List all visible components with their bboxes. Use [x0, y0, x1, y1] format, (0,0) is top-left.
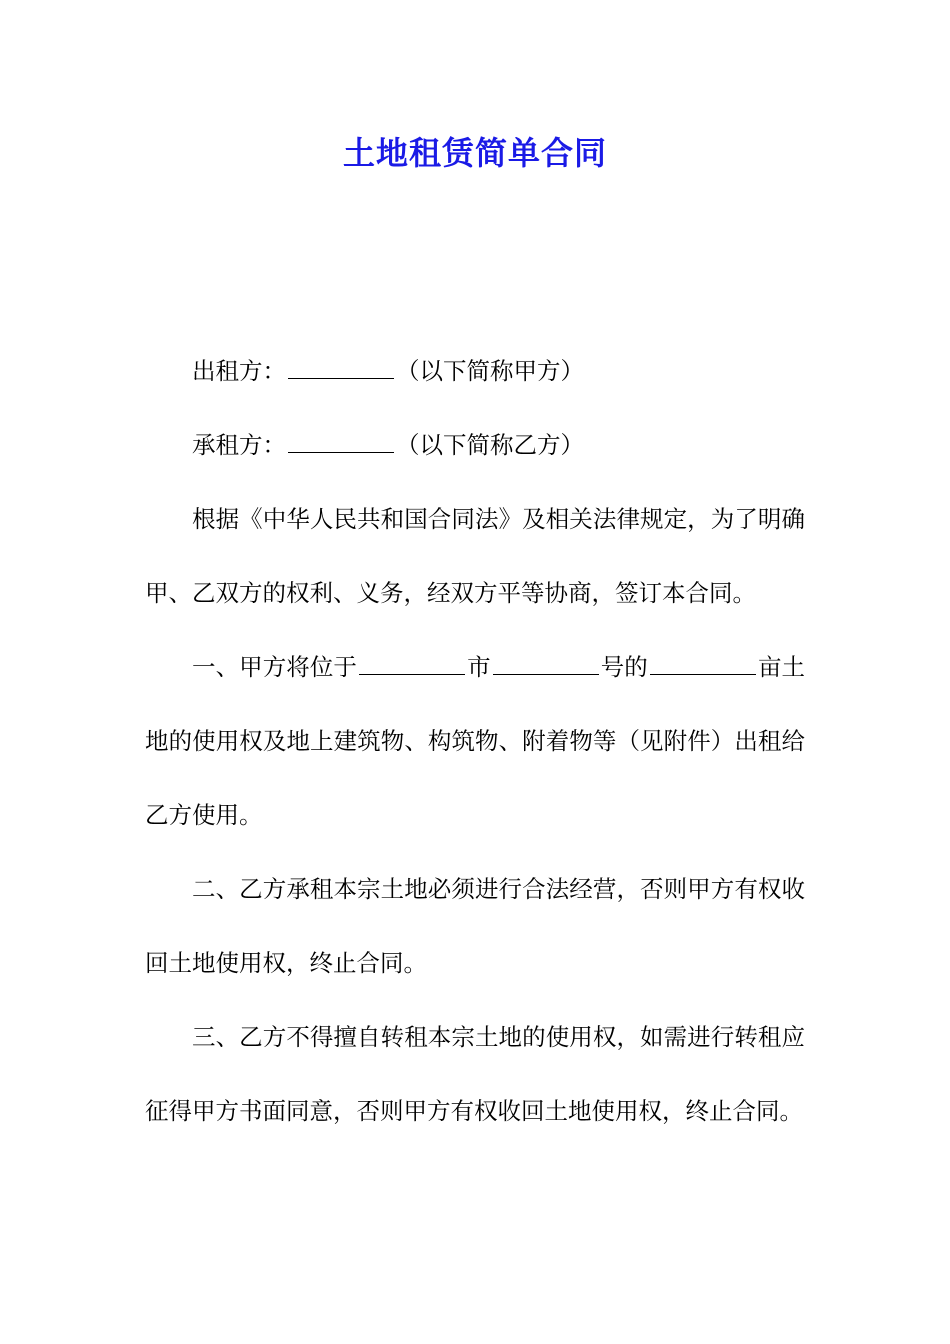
number-blank [493, 654, 599, 675]
clause-3: 三、乙方不得擅自转租本宗土地的使用权，如需进行转租应征得甲方书面同意，否则甲方有权收回土地使用权，终止合同。 [145, 1023, 805, 1125]
document-body [145, 334, 805, 1148]
lessor-line [145, 334, 805, 408]
basis-paragraph: 根据《中华人民共和国合同法》及相关法律规定，为了明确甲、乙双方的权利、义务，经双方平等协商，签订本合同。 [145, 505, 805, 607]
clause-1-part-4: 亩土地的使用权及地上建筑物、构筑物、附着物等（见附件）出租给乙方使用。 [145, 653, 806, 829]
clause-1 [145, 630, 805, 852]
lessee-label: 承租方： [192, 431, 286, 459]
lessee-line [145, 408, 805, 482]
lessor-blank [288, 358, 394, 379]
lessor-suffix: （以下简称甲方） [396, 357, 584, 385]
area-blank [650, 654, 756, 675]
clause-1-part-1: 一、甲方将位于 [192, 653, 357, 681]
lessee-blank [288, 432, 394, 453]
lessee-suffix: （以下简称乙方） [396, 431, 584, 459]
clause-1-part-2: 市 [467, 653, 491, 681]
city-blank [359, 654, 465, 675]
document-title: 土地租赁简单合同 [342, 134, 607, 172]
lessor-label: 出租方： [192, 357, 286, 385]
clause-1-part-3: 号的 [600, 653, 648, 681]
clause-2: 二、乙方承租本宗土地必须进行合法经营，否则甲方有权收回土地使用权，终止合同。 [145, 875, 805, 977]
